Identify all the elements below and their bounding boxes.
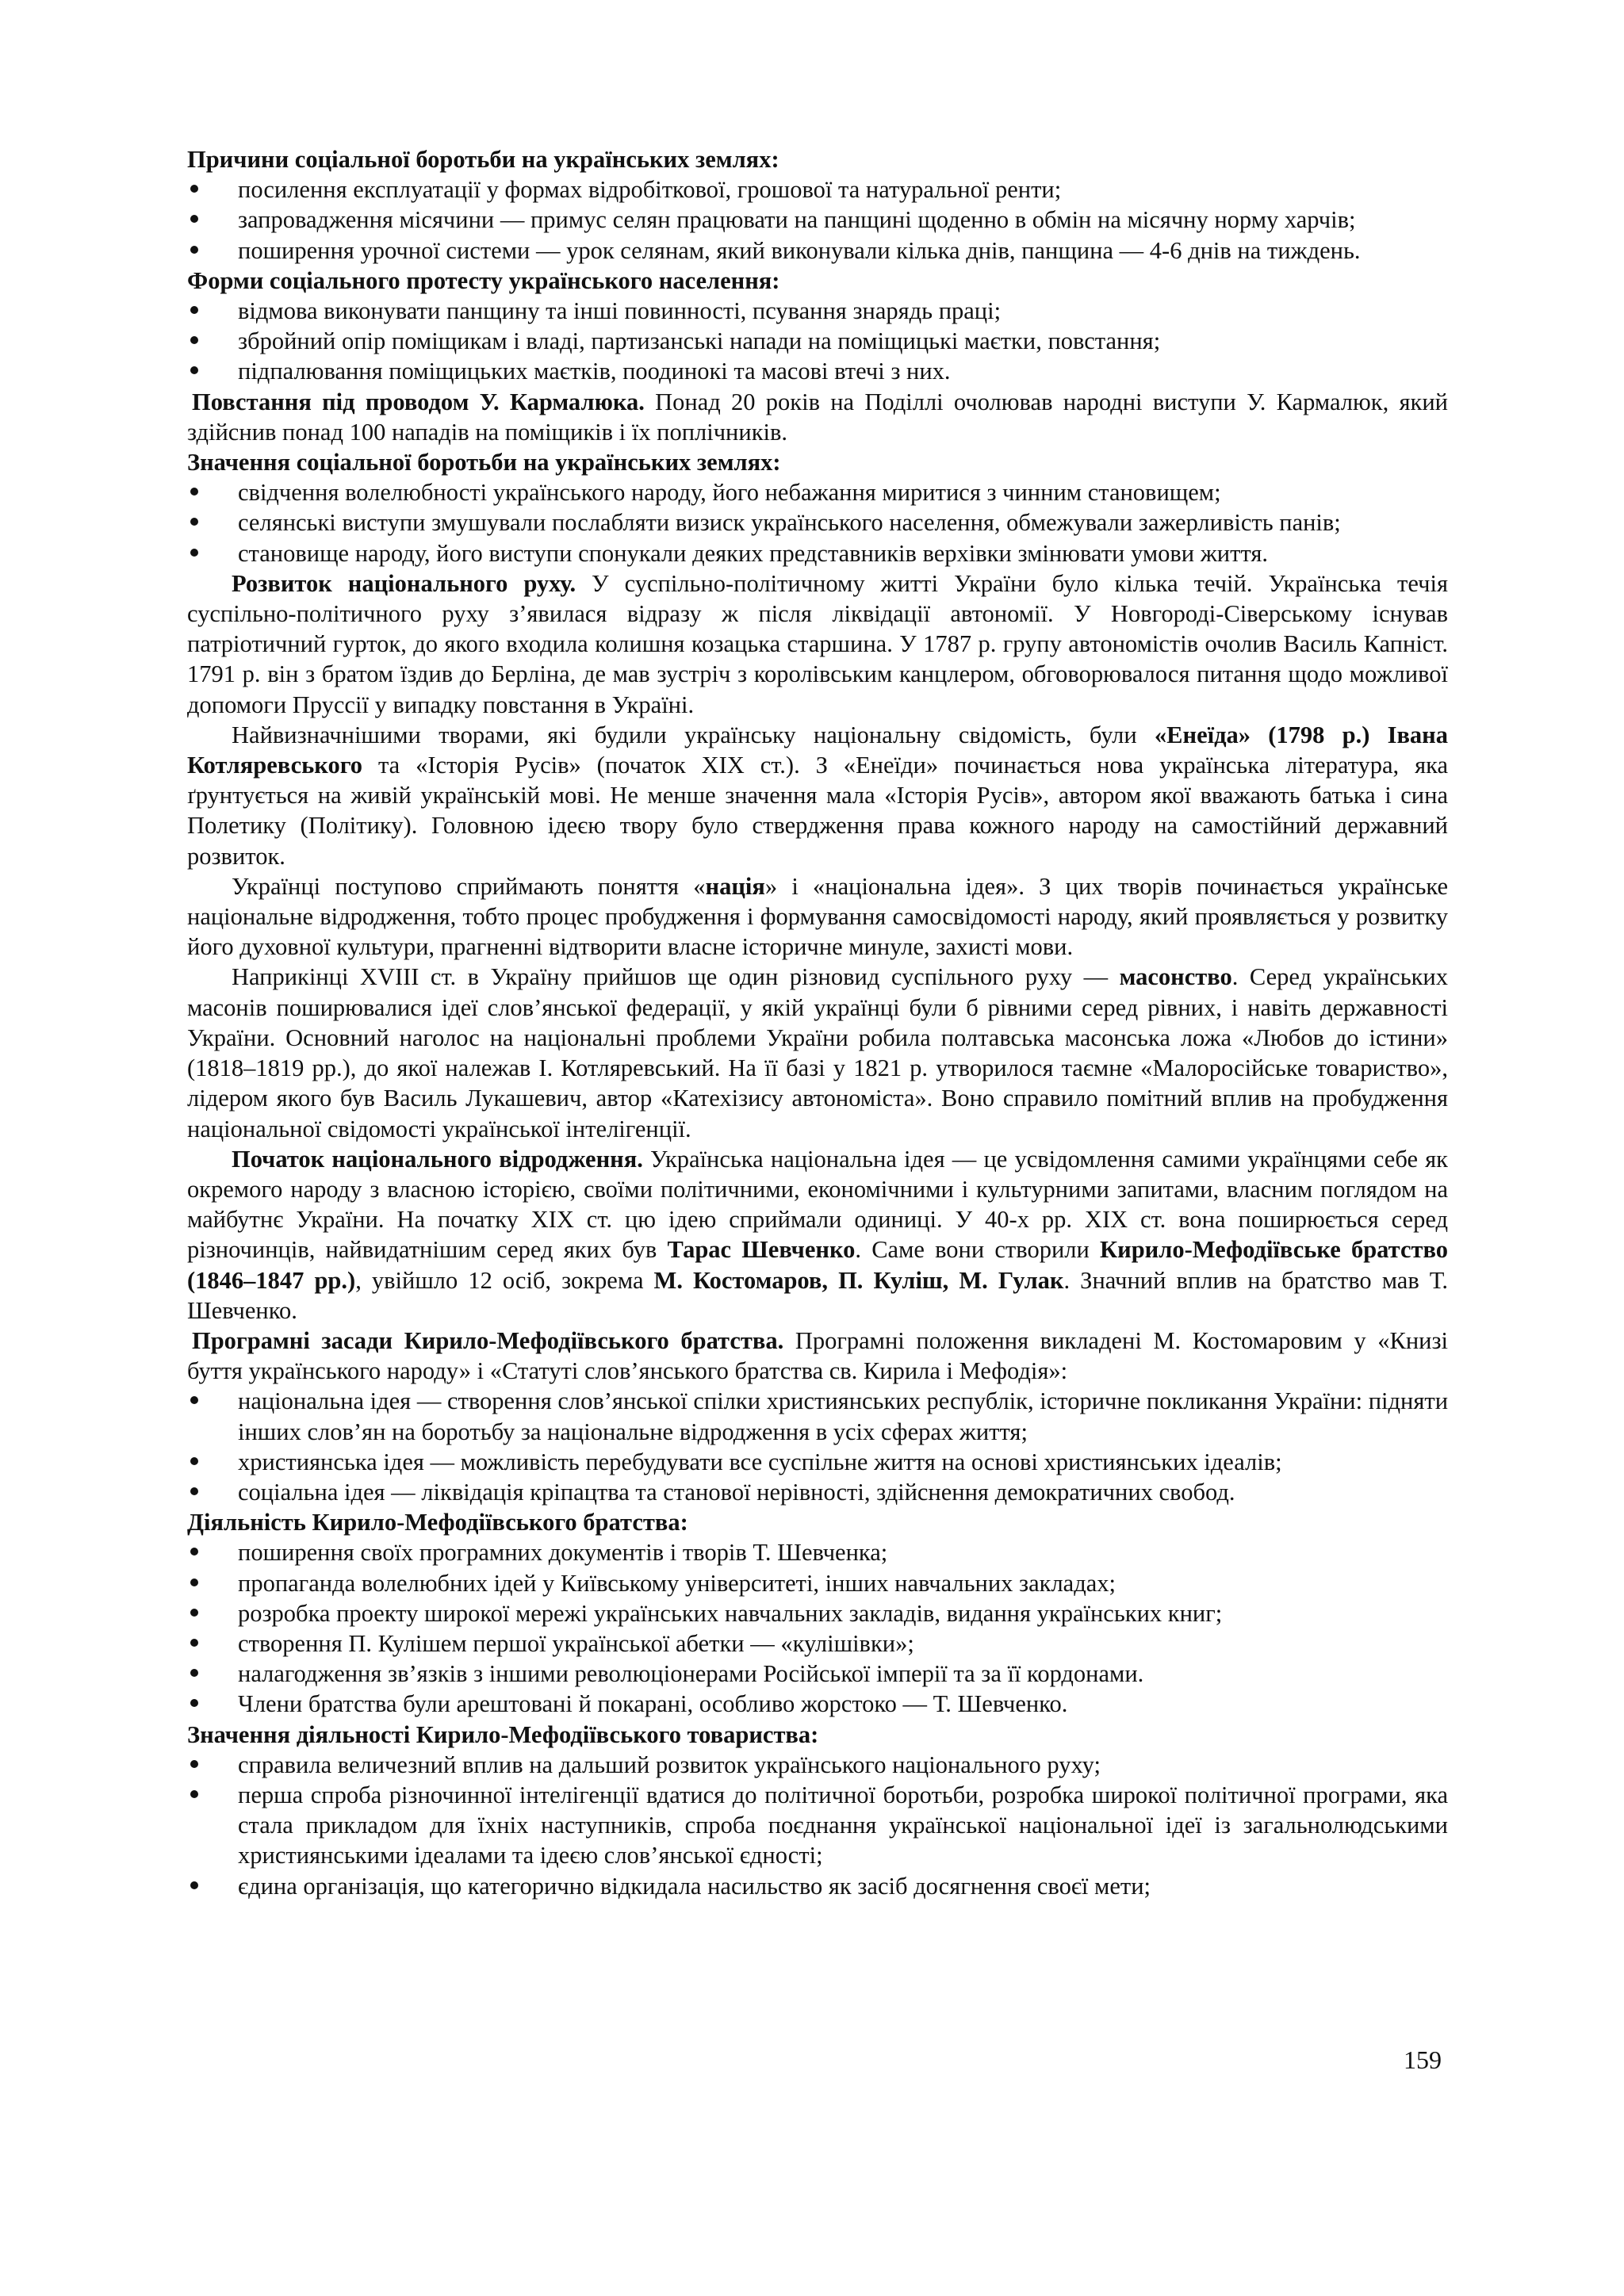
society-significance-list (187, 1750, 1448, 1901)
section-heading-society-significance: Значення діяльності Кирило-Мефодіївського товариства: (187, 1720, 819, 1748)
bullet-icon (190, 1669, 198, 1677)
protest-forms-list (187, 296, 1448, 387)
bullet-icon (190, 1609, 198, 1617)
bullet-icon (190, 1699, 198, 1707)
bullet-icon (190, 1548, 198, 1556)
bullet-icon (190, 215, 198, 223)
list-item: свідчення волелюбності українського народу, його небажання миритися з чинним становищем; (187, 477, 1448, 507)
section-heading-protest-forms: Форми соціального протесту українського населення: (187, 266, 780, 294)
list-item: налагодження зв’язків з іншими революціонерами Російської імперії та за її кордонами. (187, 1659, 1448, 1689)
significance-list (187, 477, 1448, 568)
page-number: 159 (1404, 2045, 1442, 2074)
list-item: справила величезний вплив на дальший розвиток українського національного руху; (187, 1750, 1448, 1780)
list-item: створення П. Кулішем першої української абетки — «кулішівки»; (187, 1628, 1448, 1659)
list-item: запровадження місячини — примус селян працювати на панщині щоденно в обмін на місячну норму харчів; (187, 205, 1448, 235)
list-item: християнська ідея — можливість перебудувати все суспільне життя на основі християнських ідеалів; (187, 1447, 1448, 1477)
paragraph-revival-beginning: Початок національного відродження. Українська національна ідея — це усвідомлення самими українцями себе як окремого народу з власною історією, своїми політичними, економічними і культурними запитами, власним поглядом на майбутнє України. На початку XIX ст. цю ідею сприймали одиниці. У 40-х рр. XIX ст. вона поширюється серед різночинців, найвидатнішим серед яких був Тарас Шевченко. Саме вони створили Кирило-Мефодіївське братство (1846–1847 рр.), увійшло 12 осіб, зокрема М. Костомаров, П. Куліш, М. Гулак. Значний вплив на братство мав Т. Шевченко. (187, 1145, 1449, 1324)
bullet-icon (190, 366, 198, 374)
section-heading-brotherhood-activity: Діяльність Кирило-Мефодіївського братства: (187, 1509, 688, 1536)
list-item: соціальна ідея — ліквідація кріпацтва та станової нерівності, здійснення демократичних свобод. (187, 1477, 1448, 1507)
bullet-icon (190, 185, 198, 193)
bullet-icon (190, 1578, 198, 1586)
paragraph-karmaliuk: Повстання під проводом У. Кармалюка. Понад 20 років на Поділлі очолював народні виступи У. Кармалюк, який здійснив понад 100 нападів на поміщиків і їх поплічників. (187, 388, 1448, 446)
bullet-icon (190, 488, 198, 496)
list-item: селянські виступи змушували послабляти визиск українського населення, обмежували зажерливість панів; (187, 507, 1448, 538)
bullet-icon (190, 1487, 198, 1495)
brotherhood-activity-list (187, 1537, 1448, 1719)
paragraph-national-movement: Розвиток національного руху. У суспільно-політичному житті України було кілька течій. Українська течія суспільно-політичного руху з’явилася відразу ж після ліквідації автономії. У Новгороді-Сіверському існував патріотичний гурток, до якого входила колишня козацька старшина. У 1787 р. групу автономістів очолив Василь Капніст. 1791 р. він з братом їздив до Берліна, де мав зустріч з королівським канцлером, обговорювалося питання щодо можливої допомоги Пруссії у випадку повстання в Україні. (187, 569, 1448, 718)
bullet-icon (190, 1760, 198, 1768)
bullet-icon (190, 1457, 198, 1465)
bullet-icon (190, 1639, 198, 1647)
paragraph-program-principles: Програмні засади Кирило-Мефодіївського братства. Програмні положення викладені М. Костомаровим у «Книзі буття українського народу» і «Статуті слов’янського братства св. Кирила і Мефодія»: (187, 1326, 1448, 1385)
bullet-icon (190, 1790, 198, 1798)
list-item: розробка проекту широкої мережі українських навчальних закладів, видання українських книг; (187, 1598, 1448, 1628)
paragraph-freemasonry: Наприкінці XVIII ст. в Україну прийшов ще один різновид суспільного руху — масонство. Серед українських масонів поширювалися ідеї слов’янської федерації, у якій українці були б рівними серед рівних, і навіть державності України. Основний наголос на національні проблеми України робила полтавська масонська ложа «Любов до істини» (1818–1819 рр.), до якої належав І. Котляревський. На її базі у 1821 р. утворилося таємне «Малоросійське товариство», лідером якого був Василь Лукашевич, автор «Катехізису автономіста». Воно справило помітний вплив на пробудження національної свідомості української інтелігенції. (187, 963, 1448, 1142)
bullet-icon (190, 518, 198, 526)
list-item: становище народу, його виступи спонукали деяких представників верхівки змінювати умови життя. (187, 538, 1448, 568)
list-item: національна ідея — створення слов’янської спілки християнських республік, історичне покликання України: підняти інших слов’ян на боротьбу за національне відродження в усіх сферах життя; (187, 1386, 1448, 1446)
bullet-icon (190, 306, 198, 314)
causes-list (187, 174, 1448, 266)
list-item: відмова виконувати панщину та інші повинності, псування знарядь праці; (187, 296, 1448, 326)
list-item: пропаганда волелюбних ідей у Київському університеті, інших навчальних закладах; (187, 1568, 1448, 1598)
list-item: єдина організація, що категорично відкидала насильство як засіб досягнення своєї мети; (187, 1871, 1448, 1901)
bullet-icon (190, 336, 198, 344)
paragraph-works: Найвизначнішими творами, які будили українську національну свідомість, були «Енеїда» (1798 р.) Івана Котляревського та «Історія Русів» (початок XIX ст.). З «Енеїди» починається нова українська література, яка ґрунтується на живій українській мові. Не менше значення мала «Історія Русів», автором якої вважають батька і сина Полетику (Політику). Головною ідеєю твору було ствердження права кожного народу на самостійний державний розвиток. (187, 721, 1448, 870)
bullet-icon (190, 1396, 198, 1404)
list-item: Члени братства були арештовані й покарані, особливо жорстоко — Т. Шевченко. (187, 1689, 1448, 1719)
section-heading-significance: Значення соціальної боротьби на українських землях: (187, 449, 781, 476)
paragraph-nation: Українці поступово сприймають поняття «нація» і «національна ідея». З цих творів починається українське національне відродження, тобто процес пробудження і формування самосвідомості народу, який проявляється у розвитку його духовної культури, прагненні відтворити власне історичне минуле, захисті мови. (187, 872, 1448, 961)
list-item: перша спроба різночинної інтелігенції вдатися до політичної боротьби, розробка широкої політичної програми, яка стала прикладом для їхніх наступників, спроба поєднання української національної ідеї із загальнолюдськими християнськими ідеалами та ідеєю слов’янської єдності; (187, 1780, 1448, 1871)
section-heading-causes: Причини соціальної боротьби на українських землях: (187, 146, 779, 173)
list-item: збройний опір поміщикам і владі, партизанські напади на поміщицькі маєтки, повстання; (187, 326, 1448, 356)
program-ideas-list (187, 1386, 1448, 1507)
bullet-icon (190, 1881, 198, 1889)
list-item: поширення урочної системи — урок селянам, який виконували кілька днів, панщина — 4-6 днів на тиждень. (187, 235, 1448, 266)
bullet-icon (190, 246, 198, 254)
list-item: посилення експлуатації у формах відробіткової, грошової та натуральної ренти; (187, 174, 1448, 205)
bullet-icon (190, 549, 198, 557)
list-item: поширення своїх програмних документів і творів Т. Шевченка; (187, 1537, 1448, 1567)
list-item: підпалювання поміщицьких маєтків, поодинокі та масові втечі з них. (187, 356, 1448, 386)
